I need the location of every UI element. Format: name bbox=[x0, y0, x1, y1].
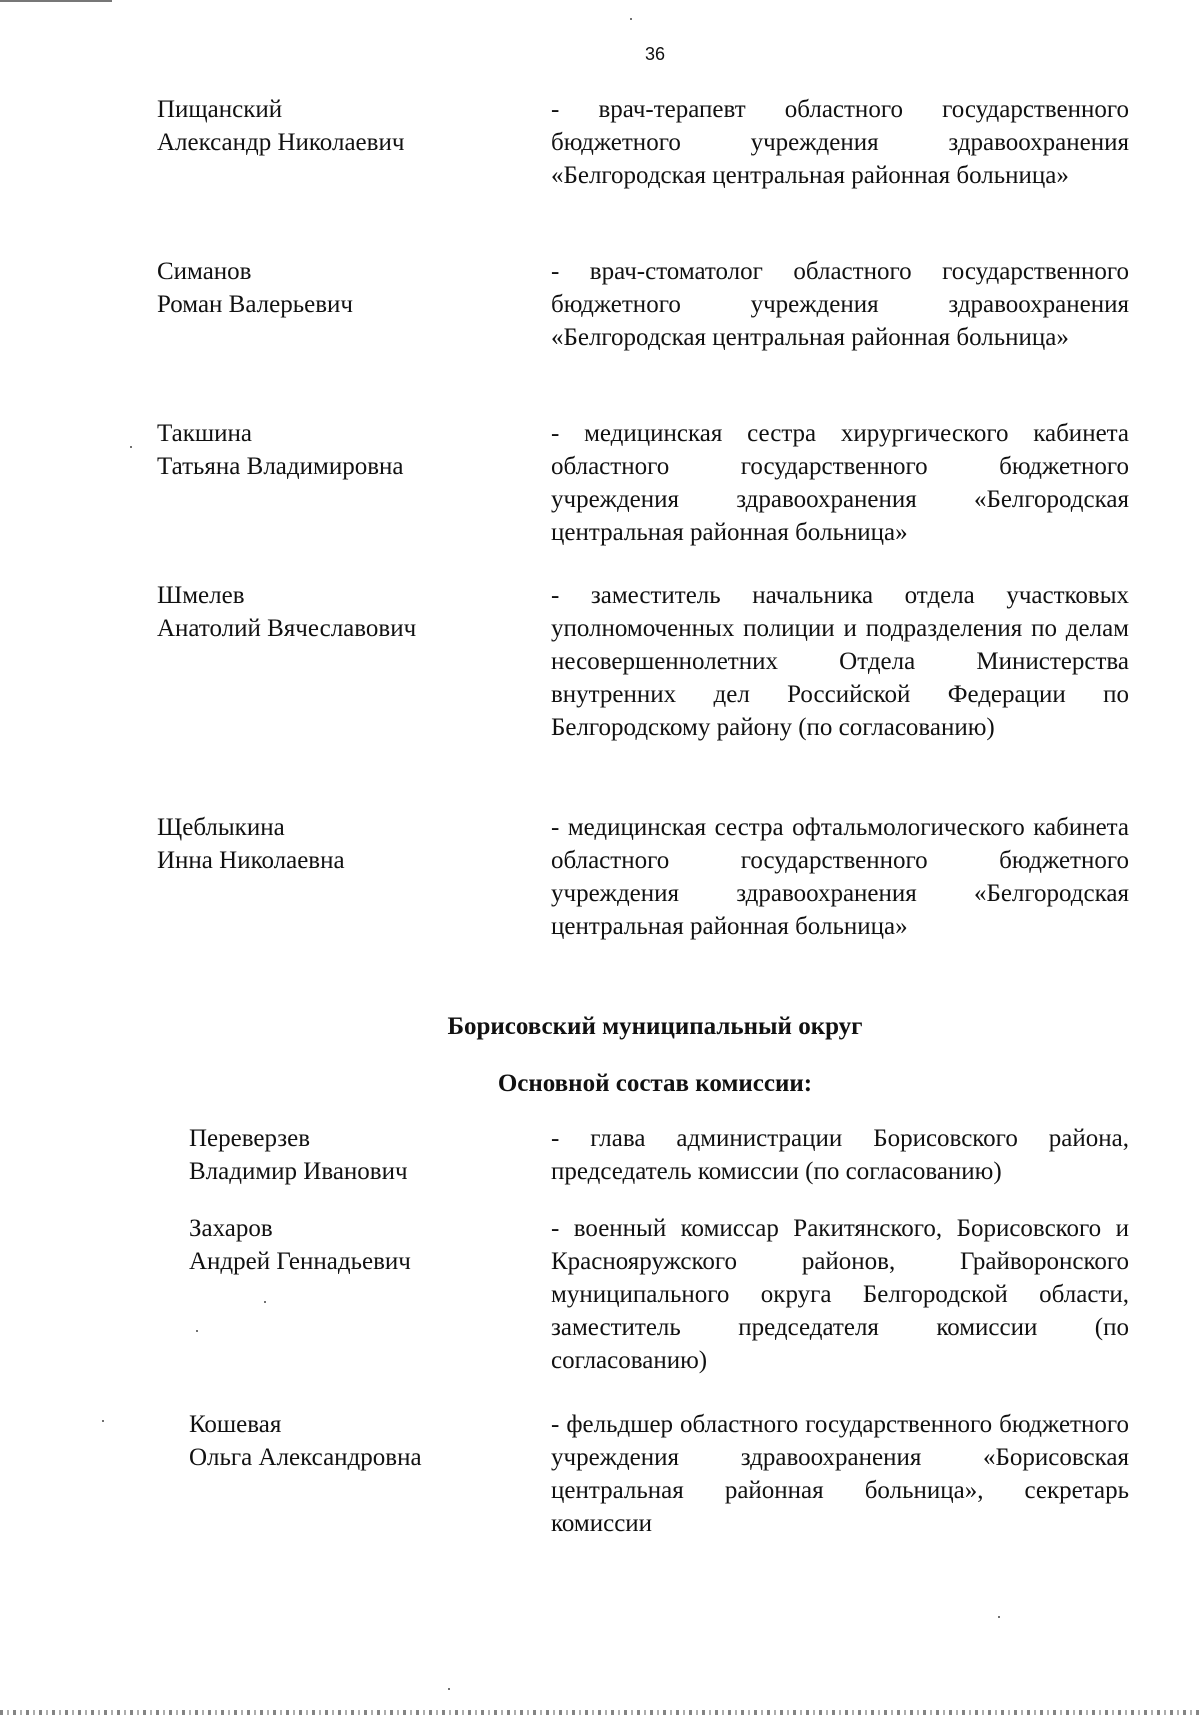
member-given-names: Александр Николаевич bbox=[157, 129, 405, 156]
member-name bbox=[157, 417, 403, 483]
member-given-names: Анатолий Вячеславович bbox=[157, 615, 417, 642]
member-name bbox=[189, 1122, 408, 1188]
member-role: - врач-стоматолог областного государственного бюджетного учреждения здравоохранения «Белгородская центральная районная больница» bbox=[551, 258, 1129, 351]
scan-speck bbox=[102, 1420, 104, 1422]
member-surname: Щеблыкина bbox=[157, 814, 285, 841]
scan-speck bbox=[130, 446, 132, 448]
member-name bbox=[157, 93, 404, 159]
member-role: - медицинская сестра хирургического кабинета областного государственного бюджетного учреждения здравоохранения «Белгородская центральная районная больница» bbox=[551, 420, 1129, 546]
member-given-names: Татьяна Владимировна bbox=[157, 453, 404, 480]
member-name bbox=[189, 1408, 422, 1474]
page-number: 36 bbox=[644, 44, 666, 64]
member-given-names: Ольга Александровна bbox=[189, 1444, 422, 1471]
member-given-names: Андрей Геннадьевич bbox=[189, 1248, 411, 1275]
scan-speck bbox=[630, 18, 632, 20]
member-surname: Захаров bbox=[189, 1215, 273, 1242]
member-given-names: Владимир Иванович bbox=[189, 1158, 408, 1185]
member-name bbox=[157, 579, 416, 645]
district-title: Борисовский муниципальный округ bbox=[447, 1013, 863, 1040]
scan-speck bbox=[264, 1301, 266, 1303]
member-surname: Переверзев bbox=[189, 1125, 311, 1152]
member-given-names: Роман Валерьевич bbox=[157, 291, 353, 318]
member-role: - фельдшер областного государственного бюджетного учреждения здравоохранения «Борисовская центральная районная больница», секретарь комиссии bbox=[551, 1411, 1129, 1537]
scan-artifact-top bbox=[0, 0, 112, 2]
scan-speck bbox=[998, 1616, 1000, 1618]
member-given-names: Инна Николаевна bbox=[157, 847, 345, 874]
member-name bbox=[189, 1212, 411, 1278]
composition-title: Основной состав комиссии: bbox=[497, 1070, 813, 1097]
member-surname: Кошевая bbox=[189, 1411, 282, 1438]
member-role: - медицинская сестра офтальмологического кабинета областного государственного бюджетного учреждения здравоохранения «Белгородская центральная районная больница» bbox=[551, 814, 1129, 940]
member-role: - заместитель начальника отдела участковых уполномоченных полиции и подразделения по делам несовершеннолетних Отдела Министерства внутренних дел Российской Федерации по Белгородскому району (по согласованию) bbox=[551, 582, 1129, 741]
member-role: - военный комиссар Ракитянского, Борисовского и Краснояружского районов, Грайворонского муниципального округа Белгородской области, заместитель председателя комиссии (по согласованию) bbox=[551, 1215, 1129, 1374]
member-role: - глава администрации Борисовского района, председатель комиссии (по согласованию) bbox=[551, 1125, 1129, 1185]
scan-speck bbox=[448, 1688, 450, 1690]
member-surname: Шмелев bbox=[157, 582, 245, 609]
member-name bbox=[157, 255, 353, 321]
scan-artifact-bottom bbox=[0, 1710, 1200, 1715]
member-role: - врач-терапевт областного государственного бюджетного учреждения здравоохранения «Белгородская центральная районная больница» bbox=[551, 96, 1129, 189]
member-name bbox=[157, 811, 345, 877]
scan-speck bbox=[196, 1330, 198, 1332]
member-surname: Симанов bbox=[157, 258, 252, 285]
member-surname: Такшина bbox=[157, 420, 252, 447]
member-surname: Пищанский bbox=[157, 96, 283, 123]
